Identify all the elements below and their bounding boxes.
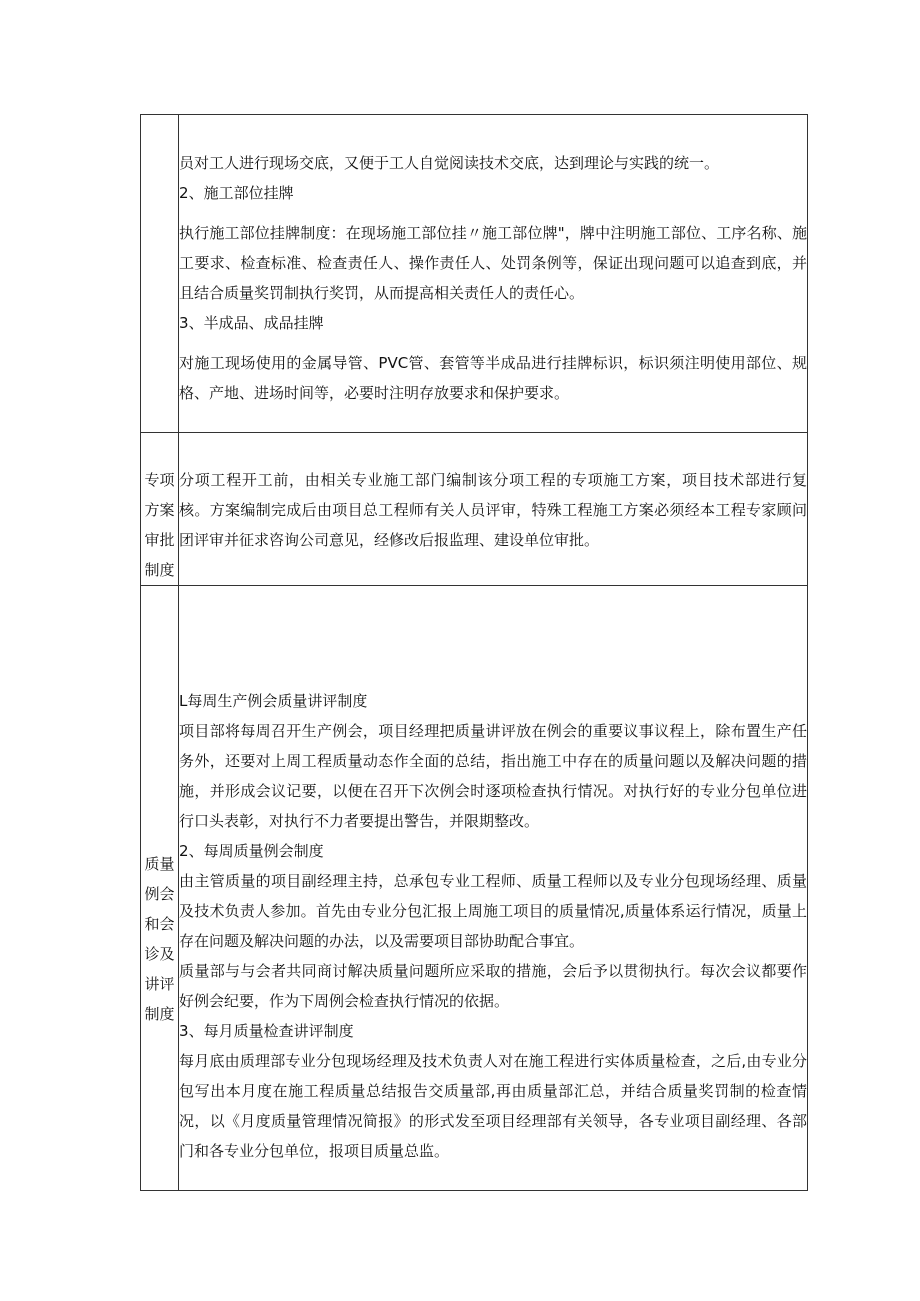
row-content [179,586,808,1191]
paragraph: 项目部将每周召开生产例会，项目经理把质量讲评放在例会的重要议事议程上，除布置生产任务外，还要对上周工程质量动态作全面的总结，指出施工中存在的质量问题以及解决问题的措施，并形成会议记要，以便在召开下次例会时逐项检查执行情况。对执行好的专业分包单位进行口头表彰，对执行不力者要提出警告，并限期整改。 [179,722,807,830]
spacer [179,338,807,348]
continuation-paragraph: 员对工人进行现场交底，又便于工人自觉阅读技术交底，达到理论与实践的统一。 [179,154,720,172]
section-heading: 3、半成品、成品挂牌 [179,314,324,332]
table-row [141,433,808,586]
row-content [179,115,808,433]
table-row [141,115,808,433]
row-label: 专项方案审批制度 [141,433,179,586]
paragraph: 对施工现场使用的金属导管、PVC管、套管等半成品进行挂牌标识，标识须注明使用部位、规格、产地、进场时间等，必要时注明存放要求和保护要求。 [179,354,807,402]
section-heading: L每周生产例会质量讲评制度 [179,692,368,710]
paragraph: 执行施工部位挂牌制度：在现场施工部位挂〃施工部位牌"，牌中注明施工部位、工序名称、施工要求、检查标准、检查责任人、操作责任人、处罚条例等，保证出现问题可以追查到底，并且结合质量奖罚制执行奖罚，从而提高相关责任人的责任心。 [179,224,807,302]
row-label-empty [141,115,179,433]
section-heading: 2、每周质量例会制度 [179,842,324,860]
quality-system-table [140,114,808,1191]
section-heading: 3、每月质量检查讲评制度 [179,1022,354,1040]
paragraph: 由主管质量的项目副经理主持，总承包专业工程师、质量工程师以及专业分包现场经理、质量及技术负责人参加。首先由专业分包汇报上周施工项目的质量情况,质量体系运行情况，质量上存在问题及解决问题的办法，以及需要项目部协助配合事宜。 [179,872,807,950]
section-heading: 2、施工部位挂牌 [179,184,294,202]
row-content [179,433,808,586]
paragraph: 每月底由质理部专业分包现场经理及技术负责人对在施工程进行实体质量检查，之后,由专业分包写出本月度在施工程质量总结报告交质量部,再由质量部汇总，并结合质量奖罚制的检查情况，以《月度质量管理情况简报》的形式发至项目经理部有关领导，各专业项目副经理、各部门和各专业分包单位，报项目质量总监。 [179,1052,807,1160]
paragraph: 分项工程开工前，由相关专业施工部门编制该分项工程的专项施工方案，项目技术部进行复核。方案编制完成后由项目总工程师有关人员评审，特殊工程施工方案必须经本工程专家顾问团评审并征求咨询公司意见，经修改后报监理、建设单位审批。 [179,471,807,549]
spacer [179,208,807,218]
table-row [141,586,808,1191]
paragraph: 质量部与与会者共同商讨解决质量问题所应采取的措施，会后予以贯彻执行。每次会议都要作好例会纪要，作为下周例会检查执行情况的依据。 [179,962,807,1010]
row-label: 质量例会和会诊及讲评制度 [141,586,179,1191]
